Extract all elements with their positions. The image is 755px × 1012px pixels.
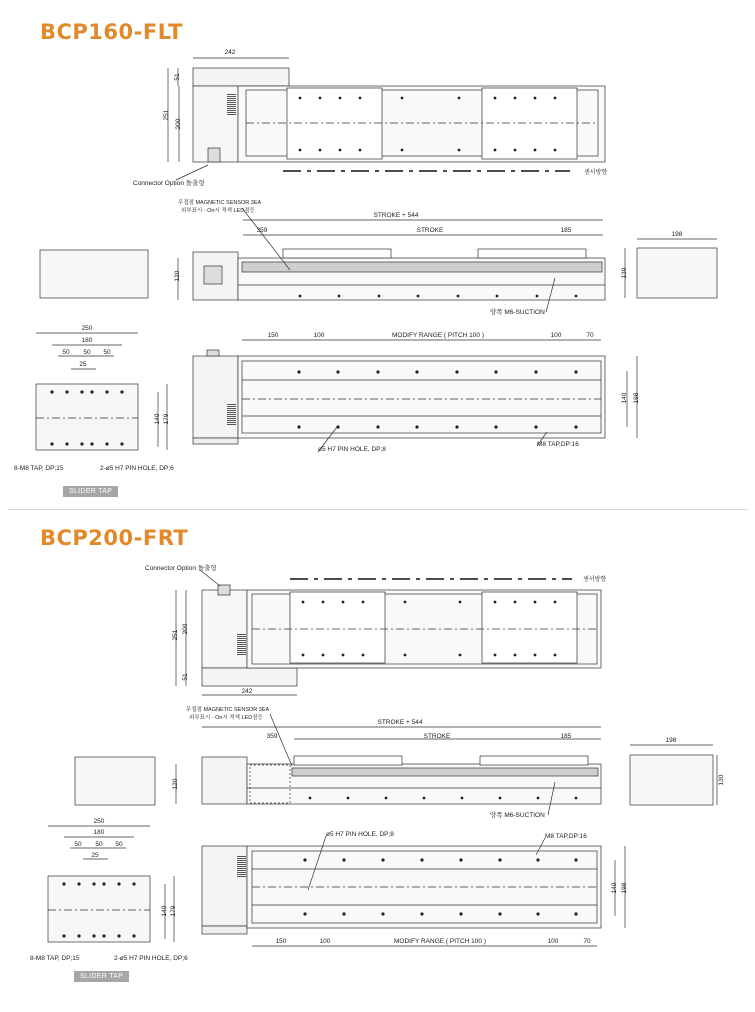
hole-mark: [378, 295, 381, 298]
slider-dim-50: 50: [83, 349, 91, 356]
hole-mark: [342, 912, 345, 915]
slider-dim-180: 180: [93, 829, 105, 836]
hole-mark: [401, 97, 404, 100]
sensor-direction: 센서방향: [583, 577, 607, 583]
slider-dim-250: 250: [81, 325, 93, 332]
dim-242: 242: [224, 49, 236, 56]
hole-mark: [575, 797, 578, 800]
hole-mark: [459, 858, 462, 861]
hole-mark: [458, 149, 461, 152]
slider-pin-note: 2-ø5 H7 PIN HOLE, DP;6: [100, 465, 174, 472]
hole-mark: [494, 601, 497, 604]
base-dim-140: 140: [611, 882, 618, 894]
connector-label: Connector Option 돌출형: [133, 180, 205, 187]
right-side-view: [630, 755, 713, 805]
hole-mark: [50, 390, 53, 393]
slider-dim-50: 50: [95, 841, 103, 848]
dim-251: 251: [163, 109, 170, 121]
hole-mark: [536, 858, 539, 861]
base-dim-100: 100: [319, 938, 331, 945]
slider-dim-250: 250: [93, 818, 105, 825]
hole-mark: [322, 601, 325, 604]
hole-mark: [299, 149, 302, 152]
dim-130: 130: [621, 267, 628, 279]
hole-mark: [117, 934, 120, 937]
base-view: [202, 846, 601, 934]
dim-185: 185: [560, 733, 572, 740]
hole-mark: [342, 654, 345, 657]
base-dim-70: 70: [583, 938, 591, 945]
hole-mark: [494, 370, 497, 373]
hole-mark: [554, 149, 557, 152]
dim-200: 200: [182, 623, 189, 635]
slider-dim-25: 25: [91, 852, 99, 859]
hole-mark: [537, 797, 540, 800]
hole-mark: [536, 295, 539, 298]
front-view: [202, 756, 601, 804]
hole-mark: [455, 425, 458, 428]
stroke-label: STROKE: [423, 733, 451, 740]
hole-mark: [302, 601, 305, 604]
dim-51: 51: [182, 673, 189, 681]
dim-200: 200: [175, 118, 182, 130]
base-tap-note: M8 TAP,DP:16: [537, 441, 579, 448]
modify-range-label: MODIFY RANGE ( PITCH 100 ): [392, 332, 484, 339]
hole-mark: [401, 149, 404, 152]
base-dim-100: 100: [550, 332, 562, 339]
hole-mark: [342, 601, 345, 604]
hole-mark: [458, 97, 461, 100]
hole-mark: [319, 97, 322, 100]
slider-dim-179: 179: [163, 413, 170, 425]
dim-242: 242: [241, 688, 253, 695]
hole-mark: [120, 390, 123, 393]
hole-mark: [102, 934, 105, 937]
dim-185: 185: [560, 227, 572, 234]
hole-mark: [65, 442, 68, 445]
hole-mark: [574, 370, 577, 373]
slider-tap-view: [36, 384, 138, 450]
slider-dim-140: 140: [154, 413, 161, 425]
hole-mark: [494, 149, 497, 152]
connector-label: Connector Option 돌출형: [145, 565, 217, 572]
hole-mark: [359, 97, 362, 100]
hole-mark: [514, 149, 517, 152]
modify-range-label: MODIFY RANGE ( PITCH 100 ): [394, 938, 486, 945]
base-dim-100: 100: [313, 332, 325, 339]
stroke-label: STROKE: [416, 227, 444, 234]
hole-mark: [534, 149, 537, 152]
left-side-view: [75, 757, 155, 805]
hole-mark: [376, 425, 379, 428]
section-title: BCP200-FRT: [40, 526, 189, 550]
dim-359: 359: [256, 227, 268, 234]
hole-mark: [132, 934, 135, 937]
base-dim-70: 70: [586, 332, 594, 339]
front-view: [193, 249, 605, 300]
hole-mark: [534, 425, 537, 428]
hole-mark: [376, 370, 379, 373]
base-pin-note: ø5 H7 PIN HOLE, DP;8: [326, 831, 394, 838]
sensor-direction: 센서방향: [584, 170, 608, 176]
suction-label: 양쪽 M6-SUCTION: [490, 812, 545, 819]
base-dim-140: 140: [621, 392, 628, 404]
stroke-total-label: STROKE + 544: [377, 719, 423, 726]
left-side-view: [40, 250, 148, 298]
slider-dim-50: 50: [103, 349, 111, 356]
hole-mark: [574, 912, 577, 915]
hole-mark: [459, 601, 462, 604]
sensor-note-led: 외부표시 - On시 적색 LED점등: [189, 715, 263, 721]
hole-mark: [554, 601, 557, 604]
stroke-total-label: STROKE + 544: [373, 212, 419, 219]
hole-mark: [574, 858, 577, 861]
slider-dim-140: 140: [161, 905, 168, 917]
section-title: BCP160-FLT: [40, 20, 183, 44]
hole-mark: [77, 934, 80, 937]
slider-tap-tag: SLIDER TAP: [63, 486, 118, 497]
hole-mark: [105, 442, 108, 445]
hole-mark: [494, 97, 497, 100]
slider-tap-tag: SLIDER TAP: [74, 971, 129, 982]
slider-dim-25: 25: [79, 361, 87, 368]
hole-mark: [498, 858, 501, 861]
hole-mark: [80, 442, 83, 445]
hole-mark: [494, 425, 497, 428]
hole-mark: [459, 654, 462, 657]
hole-mark: [415, 370, 418, 373]
hole-mark: [77, 882, 80, 885]
hole-mark: [336, 425, 339, 428]
top-view: [202, 579, 601, 686]
hole-mark: [342, 858, 345, 861]
hole-mark: [461, 797, 464, 800]
right-side-view: [637, 248, 717, 298]
hole-mark: [297, 425, 300, 428]
hole-mark: [303, 912, 306, 915]
hole-mark: [347, 797, 350, 800]
hole-mark: [50, 442, 53, 445]
slider-dim-180: 180: [81, 337, 93, 344]
hole-mark: [132, 882, 135, 885]
hole-mark: [297, 370, 300, 373]
hole-mark: [574, 425, 577, 428]
hole-mark: [339, 97, 342, 100]
hole-mark: [514, 601, 517, 604]
section-bcp160: [36, 58, 717, 452]
hole-mark: [385, 797, 388, 800]
slider-dim-50: 50: [62, 349, 70, 356]
hole-mark: [302, 654, 305, 657]
hole-mark: [404, 601, 407, 604]
slider-tap-note: 8-M8 TAP, DP;15: [30, 955, 80, 962]
slider-tap-note: 8-M8 TAP, DP;15: [14, 465, 64, 472]
slider-dim-50: 50: [115, 841, 123, 848]
dim-198: 198: [671, 231, 683, 238]
hole-mark: [499, 797, 502, 800]
base-dim-198: 198: [633, 392, 640, 404]
hole-mark: [309, 797, 312, 800]
hole-mark: [494, 654, 497, 657]
hole-mark: [381, 858, 384, 861]
hole-mark: [90, 442, 93, 445]
base-dim-198: 198: [621, 882, 628, 894]
hole-mark: [92, 882, 95, 885]
hole-mark: [415, 425, 418, 428]
dim-251: 251: [172, 629, 179, 641]
base-view: [193, 350, 605, 444]
dim-198: 198: [665, 737, 677, 744]
slider-pin-note: 2-ø5 H7 PIN HOLE, DP;6: [114, 955, 188, 962]
hole-mark: [65, 390, 68, 393]
hole-mark: [319, 149, 322, 152]
hole-mark: [102, 882, 105, 885]
hole-mark: [80, 390, 83, 393]
top-view: [193, 68, 605, 171]
hole-mark: [455, 370, 458, 373]
hole-mark: [420, 912, 423, 915]
hole-mark: [62, 934, 65, 937]
hole-mark: [534, 97, 537, 100]
hole-mark: [514, 654, 517, 657]
hole-mark: [457, 295, 460, 298]
suction-label: 양쪽 M6-SUCTION: [490, 309, 545, 316]
base-dim-150: 150: [275, 938, 287, 945]
hole-mark: [404, 654, 407, 657]
slider-dim-50: 50: [74, 841, 82, 848]
hole-mark: [339, 149, 342, 152]
hole-mark: [498, 912, 501, 915]
hole-mark: [381, 912, 384, 915]
hole-mark: [534, 370, 537, 373]
hole-mark: [417, 295, 420, 298]
slider-tap-view: [48, 876, 150, 942]
sensor-note: 무접점 MAGNETIC SENSOR 3EA: [186, 707, 270, 713]
hole-mark: [554, 654, 557, 657]
hole-mark: [554, 97, 557, 100]
sensor-note: 무접점 MAGNETIC SENSOR 3EA: [178, 200, 262, 206]
hole-mark: [359, 149, 362, 152]
hole-mark: [362, 654, 365, 657]
hole-mark: [534, 601, 537, 604]
hole-mark: [92, 934, 95, 937]
hole-mark: [514, 97, 517, 100]
hole-mark: [322, 654, 325, 657]
hole-mark: [299, 97, 302, 100]
hole-mark: [534, 654, 537, 657]
dim-51: 51: [174, 73, 181, 81]
hole-mark: [338, 295, 341, 298]
base-tap-note: M8 TAP,DP:16: [545, 833, 587, 840]
hole-mark: [336, 370, 339, 373]
hole-mark: [303, 858, 306, 861]
hole-mark: [575, 295, 578, 298]
hole-mark: [420, 858, 423, 861]
sensor-note-led: 외부표시 - On시 적색 LED점등: [181, 208, 255, 214]
dim-120: 120: [174, 270, 181, 282]
dim-120: 120: [172, 778, 179, 790]
base-dim-100: 100: [547, 938, 559, 945]
hole-mark: [120, 442, 123, 445]
hole-mark: [105, 390, 108, 393]
hole-mark: [536, 912, 539, 915]
hole-mark: [423, 797, 426, 800]
hole-mark: [496, 295, 499, 298]
hole-mark: [62, 882, 65, 885]
hole-mark: [299, 295, 302, 298]
hole-mark: [117, 882, 120, 885]
base-pin-note: ø5 H7 PIN HOLE, DP;8: [318, 446, 386, 453]
dim-359: 359: [266, 733, 278, 740]
hole-mark: [459, 912, 462, 915]
base-dim-150: 150: [267, 332, 279, 339]
hole-mark: [362, 601, 365, 604]
dim-130: 130: [718, 774, 725, 786]
hole-mark: [90, 390, 93, 393]
slider-dim-179: 179: [170, 905, 177, 917]
